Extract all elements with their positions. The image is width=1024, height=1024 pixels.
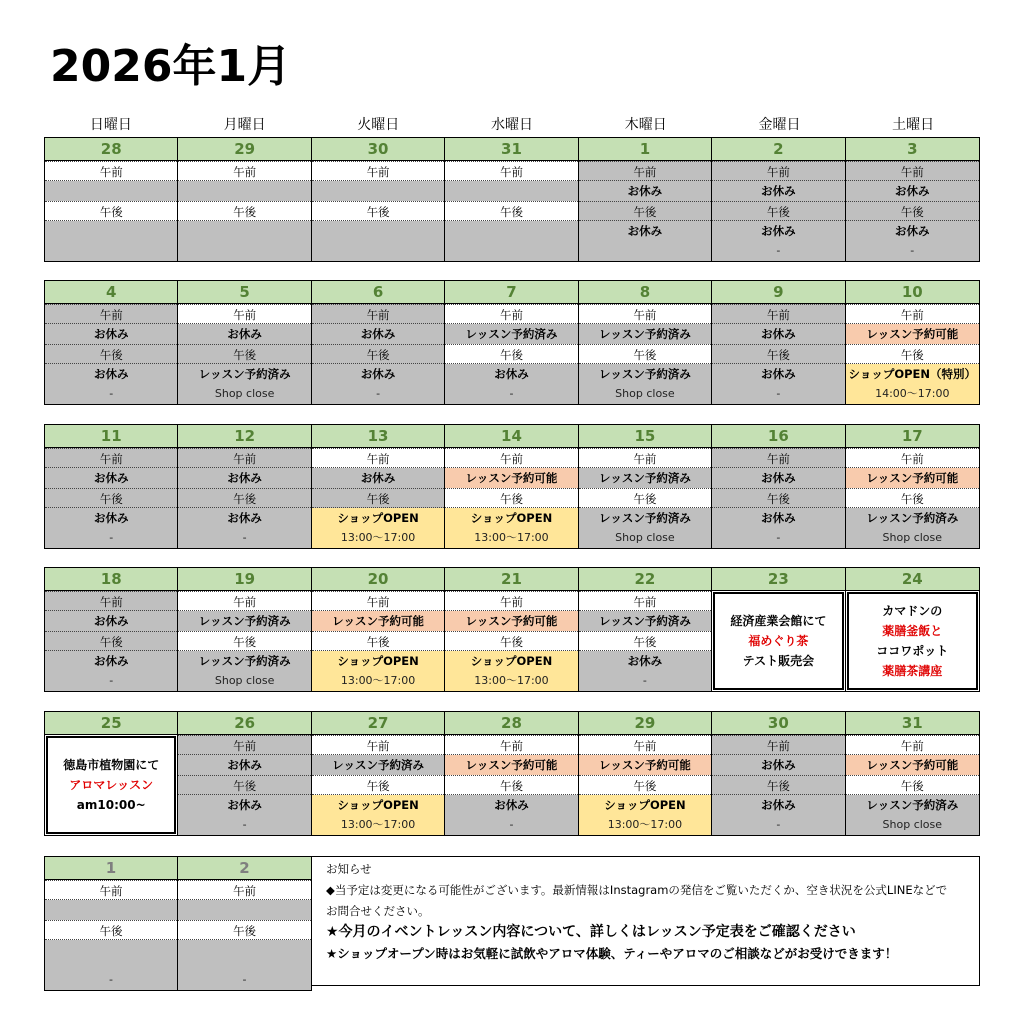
am-label: 午前 xyxy=(178,591,310,611)
pm-status xyxy=(445,221,577,241)
pm-label: 午後 xyxy=(579,775,711,795)
day-number: 2 xyxy=(712,138,844,161)
pm-status: お休み xyxy=(712,364,844,384)
am-label: 午前 xyxy=(45,880,177,900)
am-label: 午前 xyxy=(45,304,177,324)
shop-note: - xyxy=(445,815,577,835)
notice-line: ★今月のイベントレッスン内容について、詳しくはレッスン予定表をご確認ください xyxy=(326,924,856,940)
pm-label: 午後 xyxy=(712,201,844,221)
shop-note: - xyxy=(712,241,844,261)
am-label: 午前 xyxy=(45,591,177,611)
am-label: 午前 xyxy=(178,735,310,755)
shop-note: - xyxy=(712,384,844,404)
day-number: 18 xyxy=(45,568,177,591)
day-cell xyxy=(45,281,178,404)
am-label: 午前 xyxy=(312,591,444,611)
am-status: お休み xyxy=(45,611,177,631)
day-cell xyxy=(312,281,445,404)
shop-note: - xyxy=(846,241,979,261)
am-status: お休み xyxy=(312,324,444,344)
am-label: 午前 xyxy=(312,735,444,755)
am-label: 午前 xyxy=(579,448,711,468)
shop-note: - xyxy=(712,815,844,835)
shop-note: - xyxy=(45,970,177,990)
pm-status: レッスン予約済み xyxy=(579,508,711,528)
day-number: 16 xyxy=(712,425,844,448)
day-number: 3 xyxy=(846,138,979,161)
am-label: 午前 xyxy=(45,448,177,468)
pm-label: 午後 xyxy=(45,344,177,364)
shop-note: Shop close xyxy=(846,528,979,548)
am-label: 午前 xyxy=(846,448,979,468)
am-label: 午前 xyxy=(178,448,310,468)
am-status: レッスン予約可能 xyxy=(846,324,979,344)
day-cell xyxy=(712,568,845,691)
am-status: お休み xyxy=(312,468,444,488)
am-status xyxy=(178,900,311,920)
notice-heading: お知らせ xyxy=(326,862,372,876)
day-number: 2 xyxy=(178,857,311,880)
day-number: 25 xyxy=(45,712,177,735)
am-label: 午前 xyxy=(178,304,310,324)
pm-label: 午後 xyxy=(579,201,711,221)
day-number: 30 xyxy=(312,138,444,161)
pm-status: ショップOPEN xyxy=(445,651,577,671)
pm-status: お休み xyxy=(445,364,577,384)
event-box xyxy=(847,592,978,690)
day-cell xyxy=(445,425,578,548)
pm-label: 午後 xyxy=(579,488,711,508)
am-status: お休み xyxy=(846,181,979,201)
shop-note: - xyxy=(445,384,577,404)
pm-status: ショップOPEN xyxy=(579,795,711,815)
am-status: レッスン予約済み xyxy=(579,468,711,488)
shop-note: - xyxy=(312,384,444,404)
event-line: am10:00~ xyxy=(76,798,146,812)
pm-status: お休み xyxy=(178,508,310,528)
pm-label: 午後 xyxy=(178,631,310,651)
am-status: レッスン予約可能 xyxy=(445,755,577,775)
pm-label: 午後 xyxy=(45,488,177,508)
day-cell xyxy=(178,425,311,548)
shop-note: 13:00～17:00 xyxy=(312,671,444,691)
shop-note xyxy=(579,241,711,261)
pm-label: 午後 xyxy=(712,344,844,364)
day-number: 5 xyxy=(178,281,310,304)
am-label: 午前 xyxy=(579,591,711,611)
am-status: レッスン予約可能 xyxy=(579,755,711,775)
shop-note: Shop close xyxy=(178,671,310,691)
shop-note xyxy=(45,241,177,261)
pm-label: 午後 xyxy=(312,775,444,795)
am-label: 午前 xyxy=(712,735,844,755)
am-label: 午前 xyxy=(712,448,844,468)
pm-label: 午後 xyxy=(45,631,177,651)
shop-note: 13:00～17:00 xyxy=(312,815,444,835)
day-number: 24 xyxy=(846,568,979,591)
weekday-mon: 月曜日 xyxy=(223,117,266,133)
am-status: お休み xyxy=(178,468,310,488)
event-line: アロマレッスン xyxy=(69,778,154,792)
calendar-week xyxy=(44,280,980,405)
pm-status: お休み xyxy=(45,364,177,384)
am-status xyxy=(45,181,177,201)
day-cell xyxy=(312,138,445,261)
notice-line: お問合せください。 xyxy=(326,904,430,918)
pm-status xyxy=(178,221,310,241)
pm-status: ショップOPEN xyxy=(312,651,444,671)
shop-note: - xyxy=(45,384,177,404)
shop-note: 13:00～17:00 xyxy=(312,528,444,548)
pm-status xyxy=(312,221,444,241)
notice-line: ★ショップオープン時はお気軽に試飲やアロマ体験、ティーやアロマのご相談などがお受けできます！ xyxy=(326,946,898,961)
day-number: 30 xyxy=(712,712,844,735)
pm-label: 午後 xyxy=(312,488,444,508)
am-status xyxy=(178,181,310,201)
am-status: レッスン予約可能 xyxy=(846,755,979,775)
pm-label: 午後 xyxy=(178,201,310,221)
am-label: 午前 xyxy=(846,161,979,181)
pm-status: ショップOPEN xyxy=(312,508,444,528)
am-status: レッスン予約可能 xyxy=(445,611,577,631)
am-label: 午前 xyxy=(579,735,711,755)
am-label: 午前 xyxy=(712,161,844,181)
pm-label: 午後 xyxy=(579,344,711,364)
am-status: お休み xyxy=(712,468,844,488)
day-cell xyxy=(45,568,178,691)
weekday-header xyxy=(44,114,980,134)
am-label: 午前 xyxy=(445,735,577,755)
day-cell xyxy=(846,138,979,261)
pm-label: 午後 xyxy=(445,631,577,651)
day-number: 31 xyxy=(846,712,979,735)
day-cell xyxy=(312,712,445,835)
day-number: 28 xyxy=(445,712,577,735)
am-status: レッスン予約済み xyxy=(579,324,711,344)
event-line: 福めぐり茶 xyxy=(748,634,809,648)
shop-note: 14:00～17:00 xyxy=(846,384,979,404)
pm-label: 午後 xyxy=(846,775,979,795)
am-status: レッスン予約可能 xyxy=(312,611,444,631)
shop-note: - xyxy=(178,528,310,548)
day-number: 31 xyxy=(445,138,577,161)
pm-label: 午後 xyxy=(712,775,844,795)
day-cell xyxy=(178,281,311,404)
day-number: 26 xyxy=(178,712,310,735)
day-cell xyxy=(712,712,845,835)
pm-status: お休み xyxy=(846,221,979,241)
pm-status xyxy=(178,940,311,970)
am-label: 午前 xyxy=(579,161,711,181)
day-number: 19 xyxy=(178,568,310,591)
shop-note: Shop close xyxy=(579,384,711,404)
day-number: 7 xyxy=(445,281,577,304)
event-line: 薬膳釜飯と xyxy=(882,624,943,638)
event-line: 経済産業会館にて xyxy=(730,614,827,628)
day-cell xyxy=(579,425,712,548)
shop-note: - xyxy=(178,970,311,990)
event-box xyxy=(713,592,843,690)
day-cell xyxy=(178,138,311,261)
day-cell xyxy=(445,138,578,261)
shop-note: 13:00～17:00 xyxy=(445,528,577,548)
pm-status: レッスン予約済み xyxy=(579,364,711,384)
am-label: 午前 xyxy=(712,304,844,324)
shop-note: - xyxy=(579,671,711,691)
am-status: お休み xyxy=(712,181,844,201)
pm-label: 午後 xyxy=(846,344,979,364)
am-label: 午前 xyxy=(445,161,577,181)
pm-label: 午後 xyxy=(445,775,577,795)
am-label: 午前 xyxy=(312,161,444,181)
shop-note: - xyxy=(45,528,177,548)
shop-note: - xyxy=(178,815,310,835)
day-number: 20 xyxy=(312,568,444,591)
day-number: 29 xyxy=(579,712,711,735)
pm-status: お休み xyxy=(579,651,711,671)
day-cell xyxy=(712,138,845,261)
calendar-week xyxy=(44,424,980,549)
day-cell xyxy=(45,138,178,261)
weekday-sat: 土曜日 xyxy=(892,117,935,133)
am-status xyxy=(312,181,444,201)
pm-label: 午後 xyxy=(178,488,310,508)
day-number: 9 xyxy=(712,281,844,304)
day-number: 15 xyxy=(579,425,711,448)
pm-label: 午後 xyxy=(712,488,844,508)
pm-label: 午後 xyxy=(445,488,577,508)
am-status: お休み xyxy=(178,755,310,775)
notice-line: ◆当予定は変更になる可能性がございます。最新情報はInstagramの発信をご覧いただくか、空き状況を公式LINEなどで xyxy=(326,883,948,897)
pm-label: 午後 xyxy=(178,344,310,364)
day-number: 4 xyxy=(45,281,177,304)
pm-status: お休み xyxy=(712,508,844,528)
am-status: お休み xyxy=(579,181,711,201)
am-label: 午前 xyxy=(445,304,577,324)
day-cell xyxy=(846,568,979,691)
am-label: 午前 xyxy=(45,161,177,181)
pm-label: 午後 xyxy=(846,201,979,221)
weekday-fri: 金曜日 xyxy=(758,117,801,133)
pm-status: ショップOPEN xyxy=(312,795,444,815)
pm-label: 午後 xyxy=(445,344,577,364)
shop-note xyxy=(312,241,444,261)
day-number: 22 xyxy=(579,568,711,591)
pm-label: 午後 xyxy=(178,775,310,795)
weekday-sun: 日曜日 xyxy=(89,117,132,133)
day-number: 23 xyxy=(712,568,844,591)
pm-status: レッスン予約済み xyxy=(178,651,310,671)
am-status: お休み xyxy=(45,324,177,344)
am-status: レッスン予約可能 xyxy=(445,468,577,488)
pm-status xyxy=(45,940,177,970)
am-status: レッスン予約済み xyxy=(445,324,577,344)
day-cell xyxy=(45,857,178,990)
pm-label: 午後 xyxy=(312,631,444,651)
pm-status xyxy=(45,221,177,241)
pm-label: 午後 xyxy=(45,920,177,940)
day-cell xyxy=(712,281,845,404)
am-status: お休み xyxy=(712,324,844,344)
day-cell xyxy=(178,712,311,835)
day-cell xyxy=(579,568,712,691)
day-number: 13 xyxy=(312,425,444,448)
event-line: 薬膳茶講座 xyxy=(882,664,943,678)
page-title: 2026年1月 xyxy=(50,41,292,92)
day-number: 1 xyxy=(45,857,177,880)
pm-status: ショップOPEN xyxy=(445,508,577,528)
day-number: 12 xyxy=(178,425,310,448)
am-status: お休み xyxy=(45,468,177,488)
calendar-week xyxy=(44,137,980,262)
pm-label: 午後 xyxy=(178,920,311,940)
day-number: 8 xyxy=(579,281,711,304)
am-status xyxy=(445,181,577,201)
event-line: 徳島市植物園にて xyxy=(63,758,160,772)
event-line: テスト販売会 xyxy=(742,654,815,668)
am-label: 午前 xyxy=(178,880,311,900)
pm-label: 午後 xyxy=(312,201,444,221)
pm-label: 午後 xyxy=(45,201,177,221)
event-line: カマドンの xyxy=(882,604,943,618)
day-cell xyxy=(712,425,845,548)
weekday-wed: 水曜日 xyxy=(491,117,534,133)
day-number: 27 xyxy=(312,712,444,735)
shop-note: 13:00～17:00 xyxy=(445,671,577,691)
day-number: 1 xyxy=(579,138,711,161)
pm-status: レッスン予約済み xyxy=(846,795,979,815)
pm-status: お休み xyxy=(579,221,711,241)
day-cell xyxy=(445,712,578,835)
day-cell xyxy=(846,281,979,404)
am-label: 午前 xyxy=(445,591,577,611)
pm-status: お休み xyxy=(712,795,844,815)
pm-status: お休み xyxy=(312,364,444,384)
pm-label: 午後 xyxy=(312,344,444,364)
day-cell xyxy=(579,281,712,404)
pm-label: 午後 xyxy=(846,488,979,508)
calendar-week xyxy=(44,711,980,836)
shop-note: Shop close xyxy=(178,384,310,404)
am-status: お休み xyxy=(712,755,844,775)
pm-status: お休み xyxy=(445,795,577,815)
am-label: 午前 xyxy=(312,304,444,324)
am-label: 午前 xyxy=(579,304,711,324)
pm-status: ショップOPEN（特別） xyxy=(846,364,979,384)
day-cell xyxy=(579,138,712,261)
pm-status: お休み xyxy=(45,651,177,671)
shop-note: Shop close xyxy=(846,815,979,835)
day-cell xyxy=(178,568,311,691)
am-label: 午前 xyxy=(846,304,979,324)
day-number: 10 xyxy=(846,281,979,304)
event-line: ココワポット xyxy=(876,644,949,658)
am-status xyxy=(45,900,177,920)
weekday-thu: 木曜日 xyxy=(624,117,667,133)
pm-status: レッスン予約済み xyxy=(846,508,979,528)
am-label: 午前 xyxy=(846,735,979,755)
pm-label: 午後 xyxy=(445,201,577,221)
pm-status: お休み xyxy=(712,221,844,241)
day-cell xyxy=(846,712,979,835)
day-number: 6 xyxy=(312,281,444,304)
day-cell xyxy=(579,712,712,835)
shop-note: - xyxy=(712,528,844,548)
pm-status: レッスン予約済み xyxy=(178,364,310,384)
day-number: 21 xyxy=(445,568,577,591)
am-status: レッスン予約済み xyxy=(579,611,711,631)
day-cell xyxy=(445,281,578,404)
pm-status: お休み xyxy=(178,795,310,815)
day-cell xyxy=(45,425,178,548)
am-label: 午前 xyxy=(178,161,310,181)
shop-note: 13:00～17:00 xyxy=(579,815,711,835)
day-cell xyxy=(445,568,578,691)
day-number: 11 xyxy=(45,425,177,448)
day-number: 14 xyxy=(445,425,577,448)
day-cell xyxy=(178,857,311,990)
next-month-block xyxy=(44,856,312,991)
day-number: 29 xyxy=(178,138,310,161)
am-label: 午前 xyxy=(312,448,444,468)
event-box xyxy=(46,736,176,834)
day-cell xyxy=(312,568,445,691)
day-cell xyxy=(846,425,979,548)
shop-note: - xyxy=(45,671,177,691)
pm-label: 午後 xyxy=(579,631,711,651)
day-cell xyxy=(312,425,445,548)
weekday-tue: 火曜日 xyxy=(357,117,400,133)
notice-box xyxy=(311,856,980,986)
day-cell xyxy=(45,712,178,835)
am-status: レッスン予約可能 xyxy=(846,468,979,488)
am-status: レッスン予約済み xyxy=(178,611,310,631)
calendar-week xyxy=(44,567,980,692)
day-number: 28 xyxy=(45,138,177,161)
am-label: 午前 xyxy=(445,448,577,468)
shop-note xyxy=(178,241,310,261)
shop-note xyxy=(445,241,577,261)
am-status: お休み xyxy=(178,324,310,344)
shop-note: Shop close xyxy=(579,528,711,548)
am-status: レッスン予約済み xyxy=(312,755,444,775)
pm-status: お休み xyxy=(45,508,177,528)
day-number: 17 xyxy=(846,425,979,448)
